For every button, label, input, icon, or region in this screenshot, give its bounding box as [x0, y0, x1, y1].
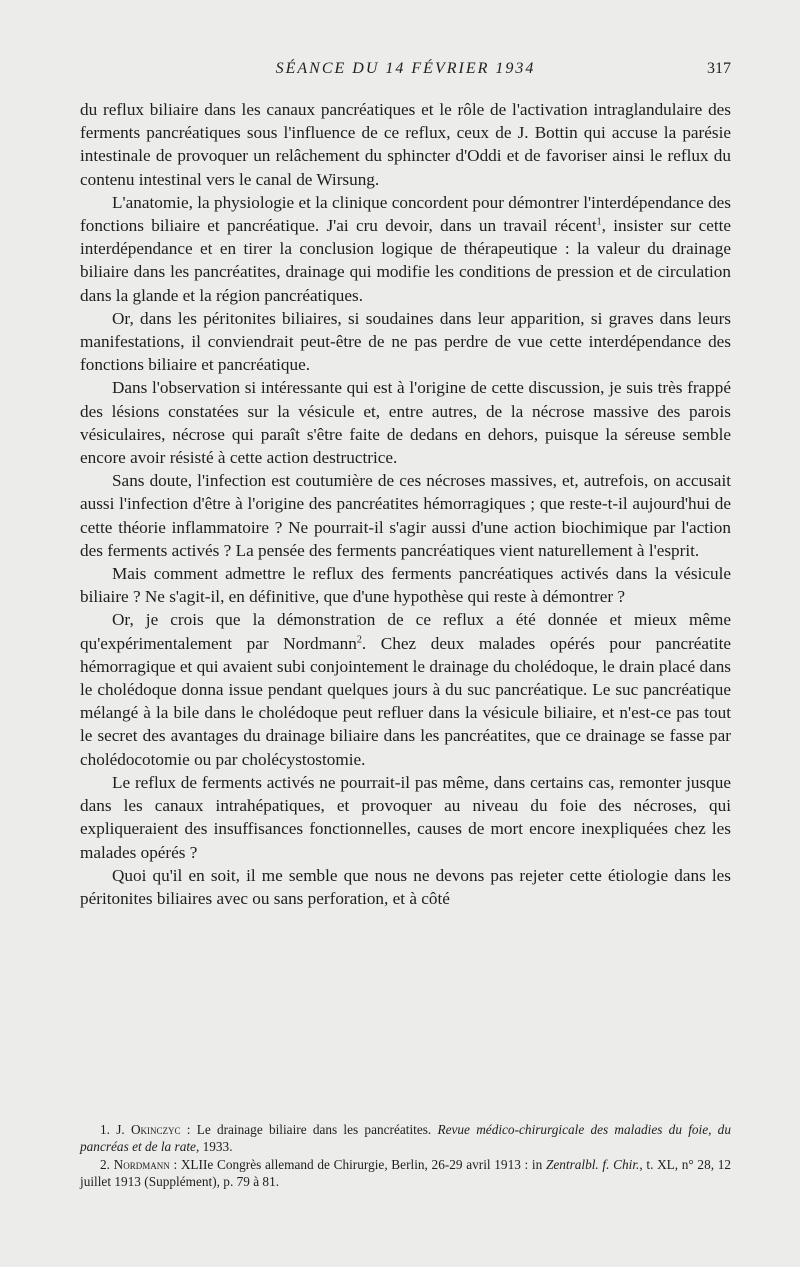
page-header: [80, 60, 731, 86]
paragraph: Mais comment admettre le reflux des ferments pancréatiques activés dans la vésicule biliaire ? Ne s'agit-il, en définitive, que d'une hypothèse qui reste à démontrer ?: [80, 564, 731, 607]
paragraph-text: . Chez deux malades opérés pour pancréatite hémorragique et qui avaient subi conjointement le drainage du cholédoque, le drain placé dans le cholédoque donna issue pendant quelques jours à du suc pancréatique. Le suc pancréatique mélangé à la bile dans le cholédoque peut refluer dans la vésicule biliaire, et n'est-ce pas tout le secret des avantages du drainage biliaire dans les pancréatites, que ce drainage se fasse par cholédocotomie ou par cholécystostomie.: [80, 633, 732, 769]
footnote-number: 1.: [100, 1122, 110, 1137]
footnote-end: , t. XL, n° 28, 12 juillet 1913 (Supplément), p. 79 à 81.: [80, 1156, 732, 1189]
footnote-text: : Le drainage biliaire dans les pancréatites.: [180, 1122, 438, 1137]
paragraph: Quoi qu'il en soit, il me semble que nous ne devons pas rejeter cette étiologie dans les péritonites biliaires avec ou sans perforation, et à côté: [80, 865, 731, 908]
paragraph-text: , insister sur cette interdépendance et en tirer la conclusion logique de thérapeutique : la valeur du drainage biliaire dans les pancréatites, drainage qui modifie les conditions de pression et de circulation dans la glande et la région pancréatiques.: [80, 216, 732, 305]
footnote-text: : XLIIe Congrès allemand de Chirurgie, Berlin, 26-29 avril 1913 : in: [169, 1156, 546, 1172]
footnote-ref: 1: [596, 216, 602, 228]
running-head: SÉANCE DU 14 FÉVRIER 1934: [275, 60, 536, 77]
paragraph: [80, 608, 731, 770]
footnote-source: Zentralbl. f. Chir.: [545, 1156, 640, 1172]
footnote-source: Revue médico-chirurgicale des maladies du foie, du pancréas et de la rate: [80, 1122, 731, 1155]
footnotes: [80, 1121, 731, 1190]
footnote-author: Nordmann: [113, 1156, 170, 1172]
footnote-end: , 1933.: [195, 1139, 233, 1155]
paragraph: Le reflux de ferments activés ne pourrait-il pas même, dans certains cas, remonter jusque dans les canaux intrahépatiques, et provoquer au niveau du foie des nécroses, qui expliqueraient des insuffisances fonctionnelles, causes de mort encore inexpliquées chez les malades opérés ?: [80, 772, 731, 862]
footnote-number: 2.: [100, 1156, 110, 1172]
footnote: [80, 1156, 731, 1191]
paragraph-text: L'anatomie, la physiologie et la clinique concordent pour démontrer l'interdépendance des fonctions biliaire et pancréatique. J'ai cru devoir, dans un travail récent: [80, 192, 731, 236]
paragraph: [80, 191, 731, 307]
footnote-ref: 2: [356, 633, 362, 645]
paragraph-text: Or, je crois que la démonstration de ce reflux a été donnée et mieux même qu'expérimentalement par Nordmann: [80, 610, 731, 653]
page-number: 317: [707, 60, 731, 77]
footnote: [80, 1121, 731, 1156]
paragraph: du reflux biliaire dans les canaux pancréatiques et le rôle de l'activation intraglandulaire des ferments pancréatiques sous l'influence de ce reflux, ceux de J. Bottin qui accuse la parésie intestinale de provoquer un relâchement du sphincter d'Oddi et de favoriser ainsi le reflux du contenu intestinal vers le canal de Wirsung.: [80, 100, 731, 189]
footnote-author: J. Okinczyc: [116, 1122, 181, 1137]
paragraph: Sans doute, l'infection est coutumière de ces nécroses massives, et, autrefois, on accusait aussi l'infection d'être à l'origine des pancréatites hémorragiques ; que reste-t-il aujourd'hui de cette théorie inflammatoire ? Ne pourrait-il s'agir aussi d'une action biochimique par l'action des ferments activés ? La pensée des ferments pancréatiques vient naturellement à l'esprit.: [80, 471, 731, 560]
body-text: [80, 98, 731, 910]
paragraph: Dans l'observation si intéressante qui est à l'origine de cette discussion, je suis très frappé des lésions constatées sur la vésicule et, entre autres, de la nécrose massive des parois vésiculaires, nécrose qui paraît s'être faite de dedans en dehors, puisque la séreuse semble encore avoir résisté à cette action destructrice.: [80, 378, 731, 468]
paragraph: Or, dans les péritonites biliaires, si soudaines dans leur apparition, si graves dans leurs manifestations, il conviendrait peut-être de ne pas perdre de vue cette interdépendance des fonctions biliaire et pancréatique.: [80, 308, 731, 375]
